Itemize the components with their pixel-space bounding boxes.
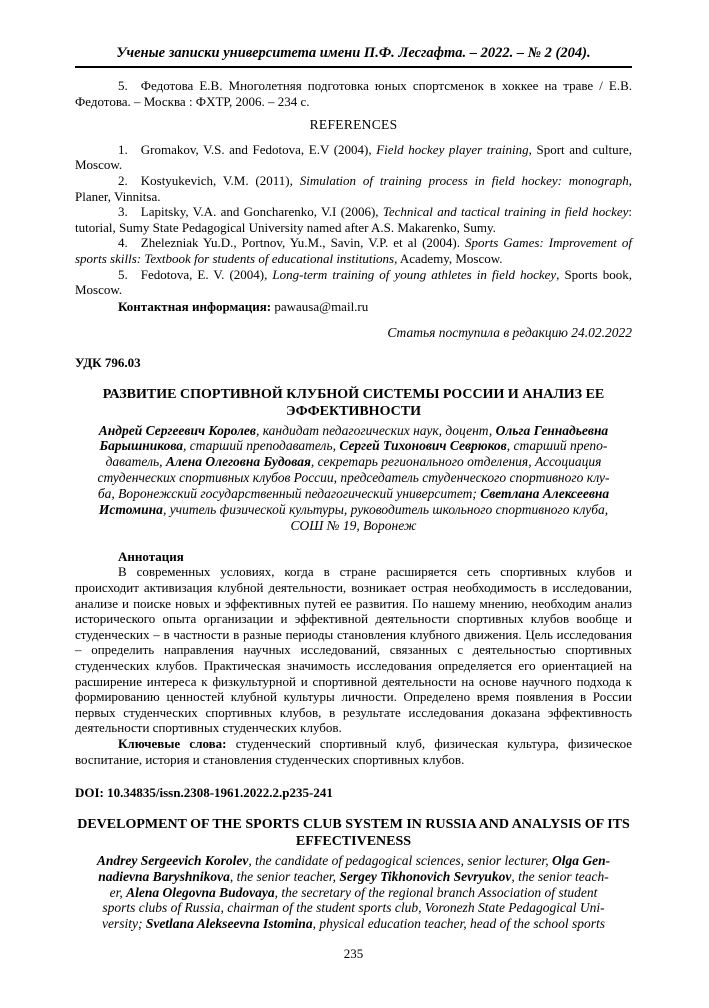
authors-block-en bbox=[75, 853, 632, 933]
reference-item bbox=[75, 173, 632, 204]
page-number: 235 bbox=[343, 946, 364, 962]
author-line: Истомина, учитель физической культуры, руководитель школьного спортивного клуба, bbox=[98, 502, 609, 518]
doi: DOI: 10.34835/issn.2308-1961.2022.2.p235-241 bbox=[75, 785, 333, 801]
author-line: er, Alena Olegovna Budovaya, the secretary of the regional branch Association of student bbox=[109, 884, 598, 900]
author-line: Andrey Sergeevich Korolev, the candidate of pedagogical sciences, senior lecturer, Olga Gen- bbox=[96, 852, 611, 868]
references-heading: REFERENCES bbox=[309, 117, 398, 133]
reference-number: 2. bbox=[118, 172, 128, 188]
keywords-text: студенческий спортивный клуб, физическая культура, физическое воспитание, история и становления студенческих спортивных клубов. bbox=[75, 735, 632, 767]
reference-text: Lapitsky, V.A. and Goncharenko, V.I (2006), Technical and tactical training in field hockey: tutorial, Sumy State Pedagogical University named after A.S. Makarenko, Sumy. bbox=[75, 204, 632, 235]
journal-header: Ученые записки университета имени П.Ф. Лесгафта. – 2022. – № 2 (204). bbox=[75, 44, 632, 68]
russian-reference-item bbox=[75, 78, 632, 109]
udc-code: УДК 796.03 bbox=[75, 354, 141, 370]
reference-text: Kostyukevich, V.M. (2011), Simulation of training process in field hockey: monograph, Planer, Vinnitsa. bbox=[75, 172, 632, 204]
author-line: nadievna Baryshnikova, the senior teacher, Sergey Tikhonovich Sevryukov, the senior teach- bbox=[98, 868, 609, 884]
reference-text: Федотова Е.В. Многолетняя подготовка юных спортсменок в хоккее на траве / Е.В. Федотова. – Москва : ФХТР, 2006. – 234 с. bbox=[75, 78, 632, 109]
reference-item bbox=[75, 204, 632, 235]
reference-number: 5. bbox=[118, 78, 128, 93]
contact-email: pawausa@mail.ru bbox=[271, 298, 369, 314]
reference-item bbox=[75, 235, 632, 266]
author-line: versity; Svetlana Alekseevna Istomina, physical education teacher, head of the school sports bbox=[101, 916, 606, 932]
keywords bbox=[75, 736, 632, 767]
reference-item bbox=[75, 142, 632, 173]
reference-number: 1. bbox=[118, 141, 128, 157]
received-date-line: Статья поступила в редакцию 24.02.2022 bbox=[387, 325, 632, 341]
article-title-en: DEVELOPMENT OF THE SPORTS CLUB SYSTEM IN RUSSIA AND ANALYSIS OF ITS EFFECTIVENESS bbox=[77, 816, 630, 849]
reference-text: Zhelezniak Yu.D., Portnov, Yu.M., Savin, V.P. et al (2004). Sports Games: Improvement of sports skills: Textbook for students of educational institutions, Academy, Moscow. bbox=[75, 235, 633, 266]
contact-info bbox=[75, 299, 632, 315]
reference-number: 3. bbox=[118, 204, 128, 220]
authors-block-ru bbox=[75, 423, 632, 534]
keywords-label: Ключевые слова: bbox=[118, 735, 227, 751]
author-line: Барышникова, старший преподаватель, Сергей Тихонович Севрюков, старший препо- bbox=[99, 438, 608, 454]
contact-label: Контактная информация: bbox=[118, 298, 272, 314]
reference-text: Fedotova, E. V. (2004), Long-term training of young athletes in field hockey, Sports book, Moscow. bbox=[75, 266, 632, 298]
author-line: ба, Воронежский государственный педагогический университет; Светлана Алексеевна bbox=[97, 486, 610, 502]
author-line: даватель, Алена Олеговна Будовая, секретарь регионального отделения, Ассоциация bbox=[105, 454, 602, 470]
abstract-heading: Аннотация bbox=[118, 548, 184, 564]
author-line: СОШ № 19, Воронеж bbox=[290, 517, 417, 533]
author-line: студенческих спортивных клубов России, председатель студенческого спортивного клу- bbox=[97, 470, 610, 486]
reference-number: 5. bbox=[118, 266, 128, 282]
reference-text: Gromakov, V.S. and Fedotova, E.V (2004), Field hockey player training, Sport and culture, Moscow. bbox=[75, 141, 632, 173]
author-line: Андрей Сергеевич Королев, кандидат педагогических наук, доцент, Ольга Геннадьевна bbox=[98, 422, 609, 438]
author-line: sports clubs of Russia, chairman of the student sports club, Voronezh State Pedagogical Uni- bbox=[102, 900, 605, 916]
reference-item bbox=[75, 267, 632, 298]
article-title-ru: РАЗВИТИЕ СПОРТИВНОЙ КЛУБНОЙ СИСТЕМЫ РОССИИ И АНАЛИЗ ЕЕ ЭФФЕКТИВНОСТИ bbox=[102, 386, 605, 419]
reference-number: 4. bbox=[118, 235, 128, 251]
abstract-text: В современных условиях, когда в стране расширяется сеть спортивных клубов и происходит активизация клубной деятельности, возникает острая необходимость в исследовании, анализе и поиске новых и эффективных путей ее развития. По нашему мнению, необходим анализ исторического опыта организации и эффективной деятельности спортивных клубов вообще и студенческих – в частности в разные периоды становления клубного движения. Цель исследования – определить направления научных исследований, связанных с деятельностью спортивных студенческих клубов. Практическая значимость исследования определяется его ориентацией на расширение интереса к физкультурной и спортивной деятельности на основе научного подхода к формированию ценностей клубной культуры личности. Определено время появления в России первых студенческих спортивных клубов, в результате исследования доказана эффективность деятельности спортивных студенческих клубов. bbox=[75, 564, 632, 736]
